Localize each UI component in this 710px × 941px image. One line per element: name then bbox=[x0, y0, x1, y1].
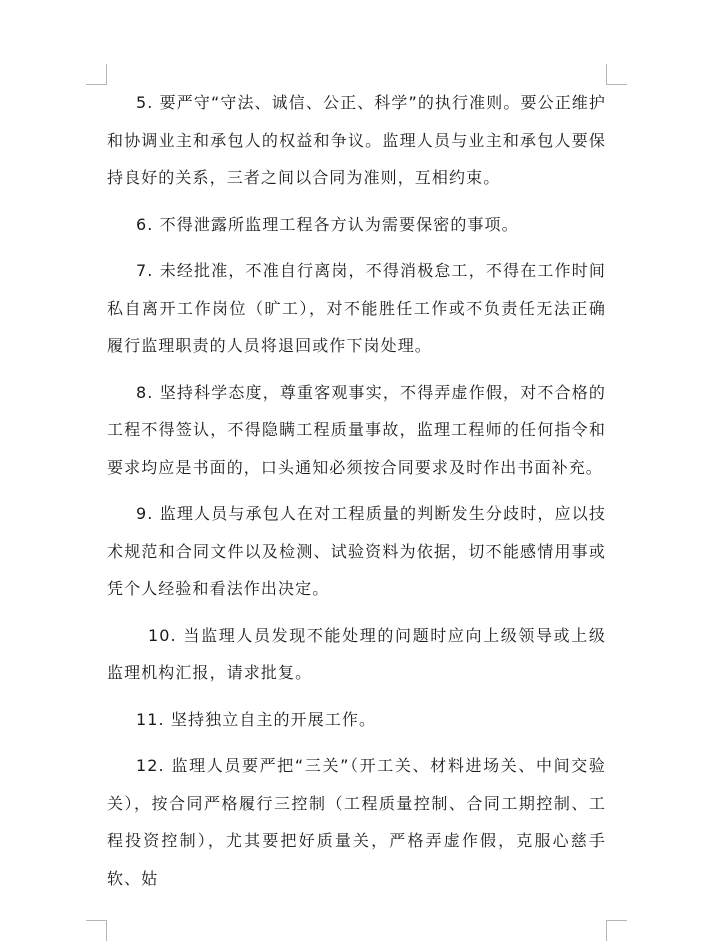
crop-mark-bottom-left bbox=[86, 920, 107, 941]
paragraph-item-6: 6. 不得泄露所监理工程各方认为需要保密的事项。 bbox=[136, 214, 519, 234]
paragraph-item-12: 12. 监理人员要严把“三关”（开工关、材料进场关、中间交验关），按合同严格履行三控制（工程质量控制、合同工期控制、工程投资控制），尤其要把好质量关，严格弄虚作假，克服心慈手软、姑 bbox=[107, 756, 606, 888]
crop-mark-top-left bbox=[86, 64, 107, 85]
document-body bbox=[107, 84, 606, 906]
paragraph-item-8: 8. 坚持科学态度，尊重客观事实，不得弄虚作假，对不合格的工程不得签认，不得隐瞒工程质量事故，监理工程师的任何指令和要求均应是书面的，口头通知必须按合同要求及时作出书面补充。 bbox=[107, 382, 606, 477]
paragraph-item-5: 5. 要严守“守法、诚信、公正、科学”的执行准则。要公正维护和协调业主和承包人的权益和争议。监理人员与业主和承包人要保持良好的关系，三者之间以合同为准则，互相约束。 bbox=[107, 93, 606, 187]
crop-mark-top-right bbox=[606, 64, 627, 85]
paragraph-item-10: 10. 当监理人员发现不能处理的问题时应向上级领导或上级监理机构汇报，请求批复。 bbox=[107, 625, 606, 682]
paragraph-item-11: 11. 坚持独立自主的开展工作。 bbox=[136, 709, 377, 729]
crop-mark-bottom-right bbox=[606, 920, 627, 941]
paragraph-item-9: 9. 监理人员与承包人在对工程质量的判断发生分歧时，应以技术规范和合同文件以及检测、试验资料为依据，切不能感情用事或凭个人经验和看法作出决定。 bbox=[107, 504, 606, 598]
paragraph-item-7: 7. 未经批准，不准自行离岗，不得消极怠工，不得在工作时间私自离开工作岗位（旷工），对不能胜任工作或不负责任无法正确履行监理职责的人员将退回或作下岗处理。 bbox=[107, 261, 606, 355]
